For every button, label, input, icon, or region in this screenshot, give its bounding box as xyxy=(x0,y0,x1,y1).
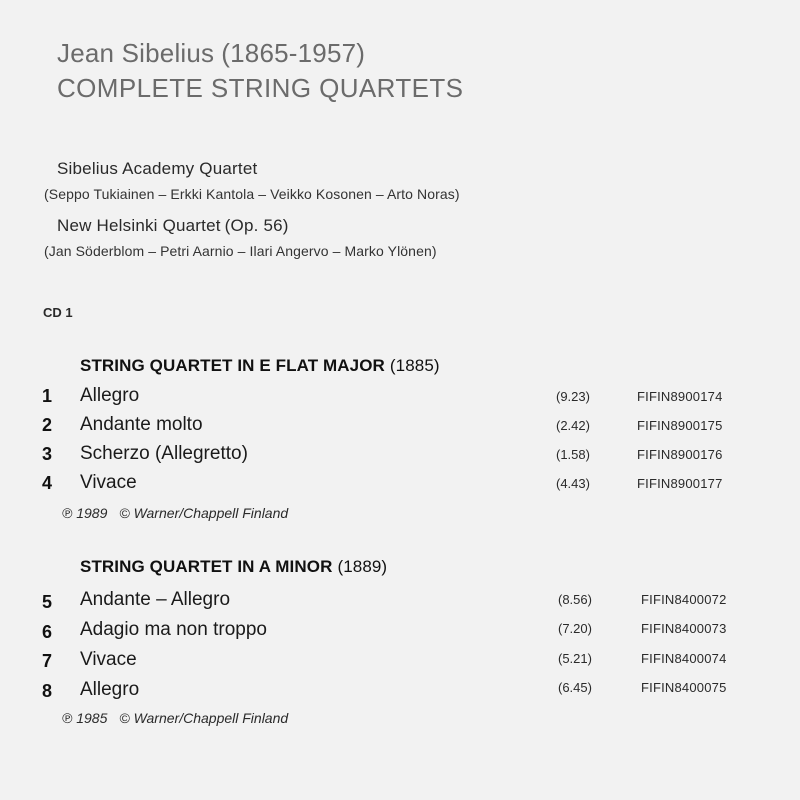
ensemble-members: (Seppo Tukiainen – Erkki Kantola – Veikko Kosonen – Arto Noras) xyxy=(44,186,460,202)
track-title: Scherzo (Allegretto) xyxy=(80,443,248,464)
track-title: Adagio ma non troppo xyxy=(80,619,267,640)
track-duration: (1.58) xyxy=(556,447,590,462)
disc-label: CD 1 xyxy=(43,305,73,320)
copyright-credit xyxy=(62,710,288,726)
track-duration: (7.20) xyxy=(558,621,592,636)
track-title: Andante – Allegro xyxy=(80,589,231,610)
work-title xyxy=(80,557,387,577)
track-title: Allegro xyxy=(80,385,140,406)
phonogram-year: ℗ 1989 xyxy=(62,505,108,521)
composer-name: Jean Sibelius xyxy=(57,38,215,68)
publisher-credit: © Warner/Chappell Finland xyxy=(119,710,289,726)
track-duration: (6.45) xyxy=(558,680,592,695)
ensemble-label: Sibelius Academy Quartet xyxy=(57,159,258,178)
album-title: COMPLETE STRING QUARTETS xyxy=(57,73,464,103)
track-duration: (8.56) xyxy=(558,592,592,607)
ensemble-name xyxy=(57,159,257,179)
copyright-credit xyxy=(62,505,288,521)
track-number: 1 xyxy=(42,386,53,406)
ensemble-members: (Jan Söderblom – Petri Aarnio – Ilari Angervo – Marko Ylönen) xyxy=(44,243,437,259)
track-duration: (4.43) xyxy=(556,476,590,491)
track-isrc: FIFIN8400073 xyxy=(641,621,727,636)
track-duration: (2.42) xyxy=(556,418,590,433)
work-year: (1885) xyxy=(389,356,440,375)
phonogram-year: ℗ 1985 xyxy=(62,710,108,726)
composer-dates: (1865-1957) xyxy=(221,38,366,68)
track-number: 8 xyxy=(42,681,53,701)
work-name: STRING QUARTET IN E FLAT MAJOR xyxy=(80,356,385,375)
ensemble-name xyxy=(57,216,289,236)
track-title: Andante molto xyxy=(80,414,203,435)
ensemble-note: (Op. 56) xyxy=(224,216,289,235)
track-title: Allegro xyxy=(80,679,140,700)
track-isrc: FIFIN8900175 xyxy=(637,418,723,433)
track-number: 7 xyxy=(42,651,53,671)
work-name: STRING QUARTET IN A MINOR xyxy=(80,557,333,576)
composer-line xyxy=(57,38,365,69)
track-isrc: FIFIN8400072 xyxy=(641,592,727,607)
work-title xyxy=(80,356,440,376)
track-number: 6 xyxy=(42,622,53,642)
track-isrc: FIFIN8400074 xyxy=(641,651,727,666)
track-number: 3 xyxy=(42,444,53,464)
track-number: 4 xyxy=(42,473,53,493)
track-isrc: FIFIN8400075 xyxy=(641,680,727,695)
track-number: 5 xyxy=(42,592,53,612)
ensemble-label: New Helsinki Quartet xyxy=(57,216,221,235)
track-isrc: FIFIN8900177 xyxy=(637,476,723,491)
track-title: Vivace xyxy=(80,472,137,493)
track-title: Vivace xyxy=(80,649,137,670)
track-number: 2 xyxy=(42,415,53,435)
track-duration: (5.21) xyxy=(558,651,592,666)
track-isrc: FIFIN8900176 xyxy=(637,447,723,462)
track-duration: (9.23) xyxy=(556,389,590,404)
publisher-credit: © Warner/Chappell Finland xyxy=(119,505,289,521)
track-isrc: FIFIN8900174 xyxy=(637,389,723,404)
work-year: (1889) xyxy=(337,557,388,576)
